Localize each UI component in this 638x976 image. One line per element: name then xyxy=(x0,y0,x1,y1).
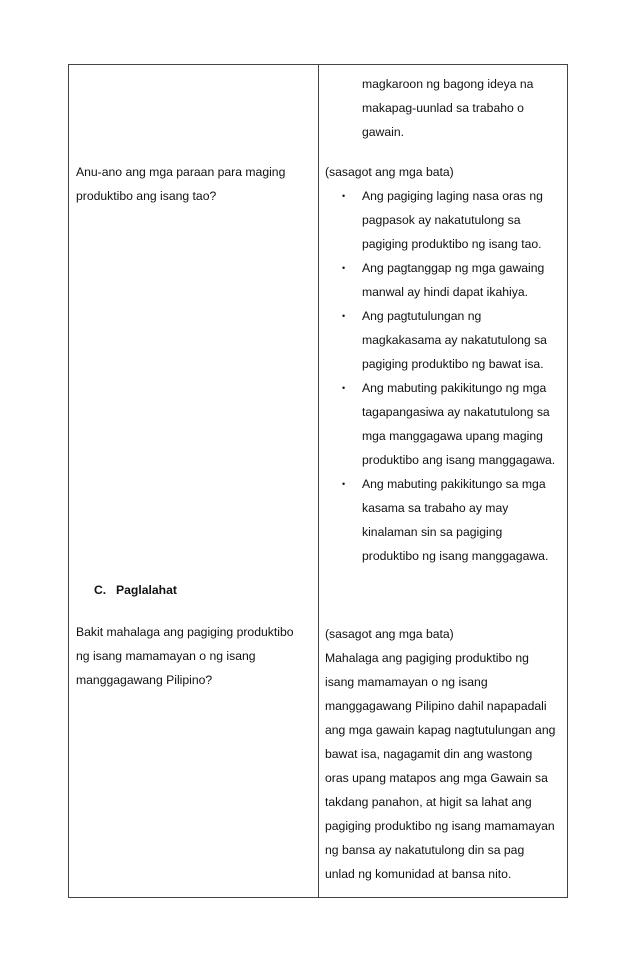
bullet-marker: • xyxy=(342,263,346,273)
answer2-note: (sasagot ang mga bata) xyxy=(325,627,454,641)
answer1-bullet-line: mga manggagawa upang maging xyxy=(362,429,543,443)
answer1-bullet-line: Ang pagtanggap ng mga gawaing xyxy=(362,261,545,275)
answer1-bullet-line: produktibo ang isang manggagawa. xyxy=(362,453,556,467)
answer1-bullet-line: Ang pagiging laging nasa oras ng xyxy=(362,189,543,203)
answer1-note: (sasagot ang mga bata) xyxy=(325,165,454,179)
answer1-bullet-line: produktibo ng isang manggagawa. xyxy=(362,549,549,563)
answer2-line: manggagawang Pilipino dahil napapadali xyxy=(325,699,547,713)
answer2-line: bawat isa, nagagamit din ang wastong xyxy=(325,747,533,761)
answer1-bullet-line: Ang mabuting pakikitungo sa mga xyxy=(362,477,546,491)
answer1-bullet-line: manwal ay hindi dapat ikahiya. xyxy=(362,285,528,299)
question2-line: Bakit mahalaga ang pagiging produktibo xyxy=(76,625,294,639)
answer1-bullet-line: pagpasok ay nakatutulong sa xyxy=(362,213,521,227)
answer2-line: Mahalaga ang pagiging produktibo ng xyxy=(325,651,529,665)
answer2-line: unlad ng komunidad at bansa nito. xyxy=(325,867,512,881)
answer2-line: ng bansa ay nakatutulong din sa pag xyxy=(325,843,525,857)
answer1-bullet-line: tagapangasiwa ay nakatutulong sa xyxy=(362,405,550,419)
answer1-bullet-line: magkakasama ay nakatutulong sa xyxy=(362,333,547,347)
bullet-marker: • xyxy=(342,311,346,321)
section-title: Paglalahat xyxy=(116,583,177,597)
answer1-bullet-line: pagiging produktibo ng bawat isa. xyxy=(362,357,544,371)
bullet-marker: • xyxy=(342,191,346,201)
bullet-marker: • xyxy=(342,479,346,489)
answer1-bullet-line: Ang pagtutulungan ng xyxy=(362,309,482,323)
continuation-line: magkaroon ng bagong ideya na xyxy=(362,77,534,91)
question2-line: ng isang mamamayan o ng isang xyxy=(76,649,256,663)
continuation-line: makapag-uunlad sa trabaho o xyxy=(362,101,524,115)
answer1-bullet-line: kinalaman sin sa pagiging xyxy=(362,525,503,539)
question1-line: Anu-ano ang mga paraan para maging xyxy=(76,165,286,179)
answer1-bullet-line: pagiging produktibo ng isang tao. xyxy=(362,237,542,251)
question1-line: produktibo ang isang tao? xyxy=(76,189,217,203)
answer1-bullet-line: kasama sa trabaho ay may xyxy=(362,501,509,515)
question2-line: manggagawang Pilipino? xyxy=(76,673,213,687)
answer2-line: takdang panahon, at higit sa lahat ang xyxy=(325,795,532,809)
answer2-line: ang mga gawain kapag nagtutulungan ang xyxy=(325,723,556,737)
answer2-line: oras upang matapos ang mga Gawain sa xyxy=(325,771,548,785)
answer1-bullet-line: Ang mabuting pakikitungo ng mga xyxy=(362,381,547,395)
column-divider xyxy=(318,64,319,898)
section-label: C. xyxy=(94,583,107,597)
answer2-line: isang mamamayan o ng isang xyxy=(325,675,488,689)
continuation-line: gawain. xyxy=(362,125,405,139)
answer2-line: pagiging produktibo ng isang mamamayan xyxy=(325,819,555,833)
bullet-marker: • xyxy=(342,383,346,393)
